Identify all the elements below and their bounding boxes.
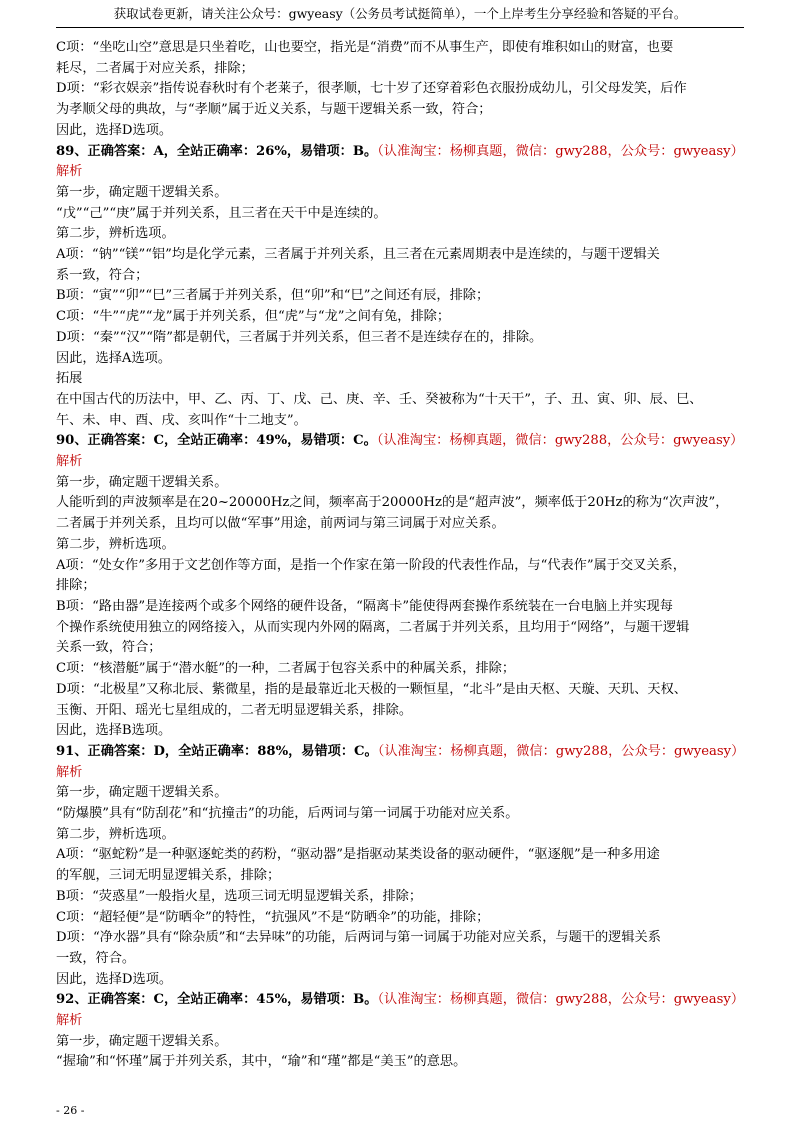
section-heading: 解析	[56, 164, 83, 180]
text-line: 的军舰，三词无明显逻辑关系，排除；	[56, 868, 281, 884]
text-line: 因此，选择D选项。	[56, 971, 173, 987]
answer-summary: 92、正确答案：C，全站正确率：45%，易错项：B。	[56, 992, 378, 1008]
page-number: - 26 -	[56, 1104, 85, 1117]
text-line: A项：“钠”“镁”“铝”均是化学元素，三者属于并列关系，且三者在元素周期表中是连续的，与题干逻辑关	[56, 247, 660, 263]
text-line: A项：“驱蛇粉”是一种驱逐蛇类的药粉，“驱动器”是指驱动某类设备的驱动硬件，“驱逐舰”是一种多用途	[56, 847, 660, 863]
text-line: 第二步，辨析选项。	[56, 826, 175, 842]
source-note: （认准淘宝：杨柳真题，微信：gwy288，公众号：gwyeasy）	[376, 433, 744, 449]
text-line: 系一致，符合；	[56, 267, 149, 283]
text-line: 为孝顺父母的典故，与“孝顺”属于近义关系，与题干逻辑关系一致，符合；	[56, 102, 492, 118]
source-note: （认准淘宝：杨柳真题，微信：gwy288，公众号：gwyeasy）	[377, 743, 745, 759]
text-line: D项：“北极星”又称北辰、紫微星，指的是最靠近北天极的一颗恒星，“北斗”是由天枢、天璇、天玑、天权、	[56, 681, 687, 697]
text-line: D项：“秦”“汉”“隋”都是朝代，三者属于并列关系，但三者不是连续存在的，排除。	[56, 329, 543, 345]
text-line: 关系一致，符合；	[56, 640, 162, 656]
answer-header	[56, 990, 746, 1011]
text-line: 拓展	[56, 371, 83, 387]
answer-summary: 91、正确答案：D，全站正确率：88%，易错项：C。	[56, 743, 378, 759]
text-line: 耗尽，二者属于对应关系，排除；	[56, 60, 254, 76]
answer-summary: 89、正确答案：A，全站正确率：26%，易错项：B。	[56, 143, 378, 159]
text-line: D项：“彩衣娱亲”指传说春秋时有个老莱子，很孝顺，七十岁了还穿着彩色衣服扮成幼儿，引父母发笑，后作	[56, 81, 687, 97]
text-line: 第二步，辨析选项。	[56, 226, 175, 242]
text-line: 第一步，确定题干逻辑关系。	[56, 184, 228, 200]
text-line: 第一步，确定题干逻辑关系。	[56, 1033, 228, 1049]
text-line: 排除；	[56, 578, 96, 594]
text-line: B项：“荧惑星”一般指火星，选项三词无明显逻辑关系，排除；	[56, 888, 423, 904]
text-line: “防爆膜”具有“防刮花”和“抗撞击”的功能，后两词与第一词属于功能对应关系。	[56, 806, 519, 822]
text-line: C项：“超轻便”是“防晒伞”的特性，“抗强风”不是“防晒伞”的功能，排除；	[56, 909, 490, 925]
text-line: 玉衡、开阳、瑶光七星组成的，二者无明显逻辑关系，排除。	[56, 702, 413, 718]
text-line: D项：“净水器”具有“除杂质”和“去异味”的功能，后两词与第一词属于功能对应关系，与题干的逻辑关系	[56, 930, 661, 946]
section-heading: 解析	[56, 764, 83, 780]
page-header	[0, 6, 800, 22]
header-divider	[56, 27, 744, 28]
text-line: 在中国古代的历法中，甲、乙、丙、丁、戊、己、庚、辛、壬、癸被称为“十天干”，子、丑、寅、卯、辰、巳、	[56, 391, 703, 407]
text-line: 午、未、申、酉、戌、亥叫作“十二地支”。	[56, 412, 307, 428]
answer-summary: 90、正确答案：C，全站正确率：49%，易错项：C。	[56, 433, 377, 449]
text-line: 个操作系统使用独立的网络接入，从而实现内外网的隔离，二者属于并列关系，且均用于“网络”，与题干逻辑	[56, 619, 690, 635]
text-line: 因此，选择B选项。	[56, 723, 172, 739]
text-line: C项：“核潜艇”属于“潜水艇”的一种，二者属于包容关系中的种属关系，排除；	[56, 661, 516, 677]
text-line: C项：“牛”“虎”“龙”属于并列关系，但“虎”与“龙”之间有兔，排除；	[56, 309, 451, 325]
section-heading: 解析	[56, 1013, 83, 1029]
text-line: B项：“寅”“卯”“巳”三者属于并列关系，但“卯”和“巳”之间还有辰，排除；	[56, 288, 490, 304]
text-line: “戊”“己”“庚”属于并列关系，且三者在天干中是连续的。	[56, 205, 387, 221]
text-line: 第一步，确定题干逻辑关系。	[56, 474, 228, 490]
document-body	[56, 38, 746, 1073]
source-note: （认准淘宝：杨柳真题，微信：gwy288，公众号：gwyeasy）	[377, 143, 744, 159]
text-line: “握瑜”和“怀瑾”属于并列关系，其中，“瑜”和“瑾”都是“美玉”的意思。	[56, 1054, 467, 1070]
section-heading: 解析	[56, 454, 83, 470]
text-line: 因此，选择D选项。	[56, 122, 173, 138]
header-notice: 获取试卷更新，请关注公众号：gwyeasy（公务员考试挺简单），一个上岸考生分享经验和答疑的平台。	[113, 6, 687, 21]
answer-header	[56, 742, 746, 763]
text-line: 一致，符合。	[56, 950, 136, 966]
text-line: C项：“坐吃山空”意思是只坐着吃，山也要空，指光是“消费”而不从事生产，即使有堆积如山的财富，也要	[56, 40, 674, 55]
text-line: 二者属于并列关系，且均可以做“军事”用途，前两词与第三词属于对应关系。	[56, 516, 505, 532]
answer-header	[56, 431, 746, 452]
source-note: （认准淘宝：杨柳真题，微信：gwy288，公众号：gwyeasy）	[377, 992, 745, 1008]
text-line: 因此，选择A选项。	[56, 350, 172, 366]
answer-header	[56, 142, 746, 163]
text-line: A项：“处女作”多用于文艺创作等方面，是指一个作家在第一阶段的代表性作品，与“代表作”属于交叉关系，	[56, 557, 686, 573]
text-line: B项：“路由器”是连接两个或多个网络的硬件设备，“隔离卡”能使得两套操作系统装在一台电脑上并实现每	[56, 598, 673, 614]
text-line: 第一步，确定题干逻辑关系。	[56, 785, 228, 801]
text-line: 第二步，辨析选项。	[56, 536, 175, 552]
text-line: 人能听到的声波频率是在20~20000Hz之间，频率高于20000Hz的是“超声波”，频率低于20Hz的称为“次声波”，	[56, 495, 729, 511]
